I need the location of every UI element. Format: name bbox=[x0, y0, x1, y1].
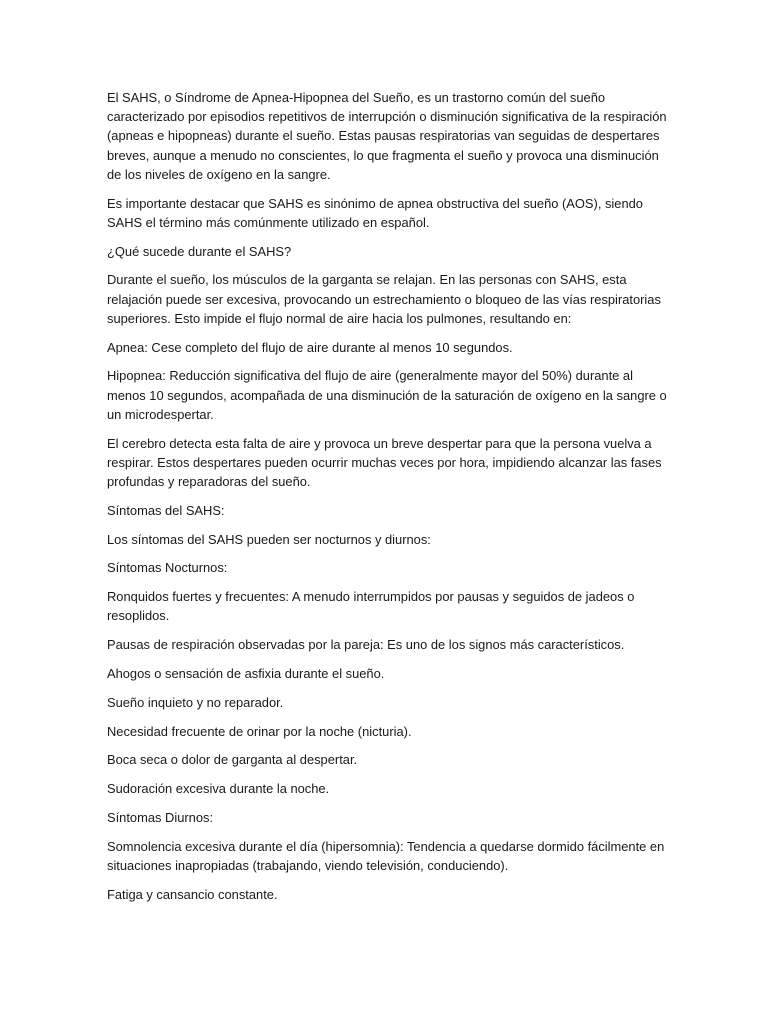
heading-what-happens: ¿Qué sucede durante el SAHS? bbox=[107, 243, 292, 259]
paragraph-during-sleep: Durante el sueño, los músculos de la garganta se relajan. En las personas con SAHS, esta relajación puede ser excesiva, provocando un estrechamiento o bloqueo de las vías respiratorias superiores. Esto impide el flujo normal de aire hacia los pulmones, resultando en: bbox=[107, 272, 661, 326]
symptom-dry-mouth: Boca seca o dolor de garganta al despertar. bbox=[107, 752, 358, 768]
symptom-fatigue: Fatiga y cansancio constante. bbox=[107, 886, 278, 902]
symptom-breathing-pauses: Pausas de respiración observadas por la pareja: Es uno de los signos más característicos. bbox=[107, 637, 625, 653]
paragraph-intro: El SAHS, o Síndrome de Apnea-Hipopnea del Sueño, es un trastorno común del sueño caracterizado por episodios repetitivos de interrupción o disminución significativa de la respiración (apneas e hipopneas) durante el sueño. Estas pausas respiratorias van seguidas de despertares breves, aunque a menudo no conscientes, lo que fragmenta el sueño y provoca una disminución de los niveles de oxígeno en la sangre. bbox=[107, 90, 667, 182]
paragraph-symptoms-intro: Los síntomas del SAHS pueden ser nocturnos y diurnos: bbox=[107, 531, 431, 547]
heading-symptoms: Síntomas del SAHS: bbox=[107, 502, 225, 518]
symptom-snoring: Ronquidos fuertes y frecuentes: A menudo interrumpidos por pausas y seguidos de jadeos o resoplidos. bbox=[107, 589, 635, 624]
paragraph-brain-detects: El cerebro detecta esta falta de aire y provoca un breve despertar para que la persona vuelva a respirar. Estos despertares pueden ocurrir muchas veces por hora, impidiendo alcanzar las fases profundas y reparadoras del sueño. bbox=[107, 435, 662, 490]
symptom-night-sweats: Sudoración excesiva durante la noche. bbox=[107, 781, 330, 797]
heading-night-symptoms: Síntomas Nocturnos: bbox=[107, 560, 228, 576]
document-page bbox=[107, 88, 667, 914]
paragraph-hipopnea: Hipopnea: Reducción significativa del flujo de aire (generalmente mayor del 50%) durante al menos 10 segundos, acompañada de una disminución de la saturación de oxígeno en la sangre o un microdespertar. bbox=[107, 368, 667, 422]
paragraph-apnea: Apnea: Cese completo del flujo de aire durante al menos 10 segundos. bbox=[107, 339, 513, 355]
symptom-restless-sleep: Sueño inquieto y no reparador. bbox=[107, 694, 284, 710]
paragraph-aos-note: Es importante destacar que SAHS es sinónimo de apnea obstructiva del sueño (AOS), siendo SAHS el término más comúnmente utilizado en español. bbox=[107, 195, 643, 230]
symptom-choking: Ahogos o sensación de asfixia durante el sueño. bbox=[107, 666, 385, 681]
symptom-daytime-sleepiness: Somnolencia excesiva durante el día (hipersomnia): Tendencia a quedarse dormido fácilmente en situaciones inapropiadas (trabajando, viendo televisión, conduciendo). bbox=[107, 838, 665, 873]
symptom-nocturia: Necesidad frecuente de orinar por la noche (nicturia). bbox=[107, 723, 412, 739]
heading-day-symptoms: Síntomas Diurnos: bbox=[107, 809, 214, 825]
